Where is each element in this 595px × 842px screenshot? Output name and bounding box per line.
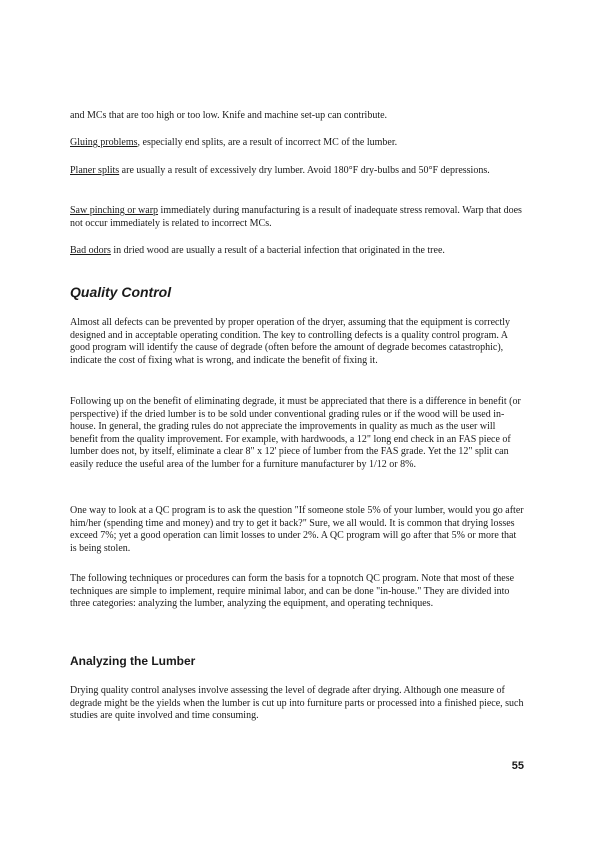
paragraph-knife-setup bbox=[70, 110, 525, 123]
heading-quality-control: Quality Control bbox=[70, 284, 172, 300]
paragraph-techniques: The following techniques or procedures can form the basis for a topnotch QC program. Note that most of these techniques are simple to implement, require minimal labor, and can be done "in-house." They are divided into three categories: analyzing the lumber, analyzing the equipment, and operating techniques. bbox=[70, 573, 515, 609]
term-planer-splits: Planer splits bbox=[70, 165, 120, 176]
paragraph-planer-splits bbox=[70, 165, 525, 178]
paragraph-gluing-problems bbox=[70, 137, 525, 150]
paragraph-text: in dried wood are usually a result of a bacterial infection that originated in the tree. bbox=[110, 245, 445, 256]
paragraph-text: are usually a result of excessively dry lumber. Avoid 180°F dry-bulbs and 50°F depressions. bbox=[119, 165, 490, 176]
paragraph-analyzing-intro: Drying quality control analyses involve assessing the level of degrade after drying. Although one measure of degrade might be the yields when the lumber is cut up into furniture parts or processed into a finished piece, such studies are quite involved and time consuming. bbox=[70, 685, 524, 721]
paragraph-text: , especially end splits, are a result of incorrect MC of the lumber. bbox=[137, 137, 398, 148]
heading-analyzing-lumber: Analyzing the Lumber bbox=[70, 654, 196, 668]
paragraph-stolen-lumber: One way to look at a QC program is to ask the question "If someone stole 5% of your lumber, would you go after him/her (spending time and money) and try to get it back?" Sure, we all would. It is common that drying losses exceed 7%; yet a good operation can limit losses to under 2%. A QC program will go after that 5% or more that is being stolen. bbox=[70, 505, 524, 554]
term-saw-pinching: Saw pinching or warp bbox=[70, 205, 159, 216]
paragraph-bad-odors bbox=[70, 245, 525, 258]
paragraph-benefit-degrade: Following up on the benefit of eliminating degrade, it must be appreciated that there is a difference in benefit (or perspective) if the dried lumber is to be sold under conventional grading rules or if the wood will be used in-house. In general, the grading rules do not appreciate the improvements in quality as much as the user will benefit from the quality improvement. For example, with hardwoods, a 12" long end check in an FAS piece of lumber does not, by itself, eliminate a clear 8" x 12' piece of lumber from the FAS grade. Yet the 12" split can easily reduce the useful area of the lumber for a furniture manufacturer by 1/12 or 8%. bbox=[70, 396, 521, 470]
paragraph-saw-pinching bbox=[70, 205, 525, 230]
paragraph-text: and MCs that are too high or too low. Knife and machine set-up can contribute. bbox=[70, 110, 388, 121]
paragraph-quality-intro: Almost all defects can be prevented by proper operation of the dryer, assuming that the equipment is correctly designed and in acceptable operating condition. The key to controlling defects is a quality control program. A good program will identify the cause of degrade (often before the amount of degrade becomes catastrophic), indicate the cost of fixing what is wrong, and indicate the benefit of fixing it. bbox=[70, 317, 511, 366]
term-gluing-problems: Gluing problems bbox=[70, 137, 138, 148]
term-bad-odors: Bad odors bbox=[70, 245, 111, 256]
paragraph-text: immediately during manufacturing is a result of inadequate stress removal. Warp that does not occur immediately is related to incorrect MCs. bbox=[70, 205, 522, 229]
page-number: 55 bbox=[511, 760, 524, 772]
